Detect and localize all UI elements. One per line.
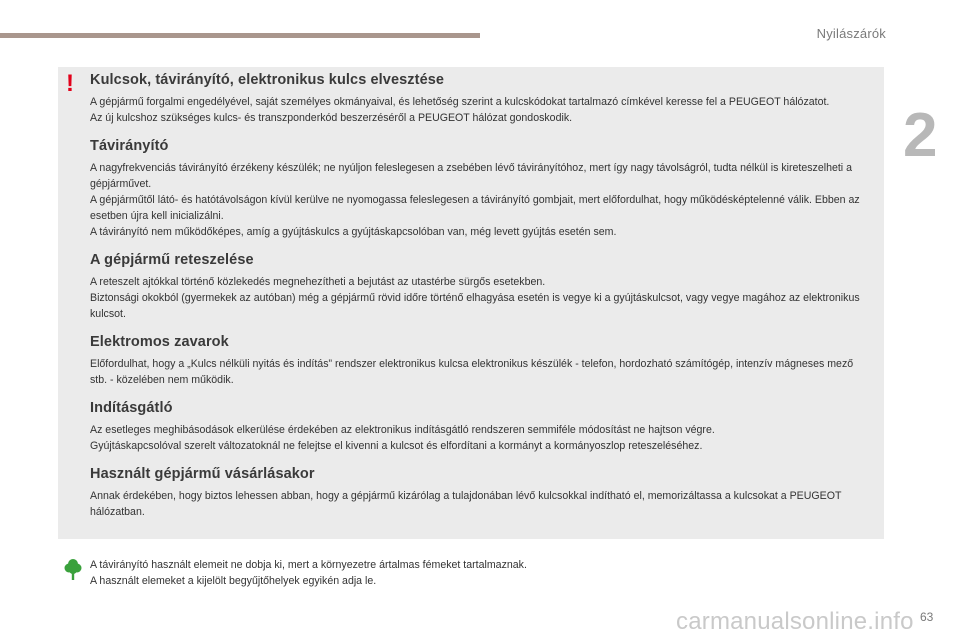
section-title: Távirányító: [90, 138, 169, 154]
chapter-number: 2: [903, 101, 938, 170]
warning-exclamation-icon: !: [66, 70, 74, 97]
section-immobiliser: [90, 400, 860, 454]
eco-note-line: A használt elemeket a kijelölt begyűjtőhelyek egyikén adja le.: [90, 575, 377, 587]
warning-content: [90, 70, 860, 520]
watermark: carmanualsonline.info: [676, 608, 914, 635]
section-paragraph: A reteszelt ajtókkal történő közlekedés megnehezítheti a bejutást az utastérbe sürgős esetekben.: [90, 276, 546, 288]
section-used-vehicle: [90, 466, 860, 520]
section-title: A gépjármű reteszelése: [90, 252, 254, 268]
section-title: Indításgátló: [90, 400, 173, 416]
section-electrical-interference: [90, 334, 860, 388]
section-vehicle-locking: [90, 252, 860, 322]
section-paragraph: A nagyfrekvenciás távirányító érzékeny készülék; ne nyúljon feleslegesen a zsebében lévő távirányítóhoz, mert így nagy távolságról, tudta nélkül is kireteszelheti a gépjárművet.: [90, 162, 852, 190]
section-title: Kulcsok, távirányító, elektronikus kulcs elvesztése: [90, 72, 445, 88]
section-remote-control: [90, 138, 860, 240]
section-paragraph: Az esetleges meghibásodások elkerülése érdekében az elektronikus indításgátló rendszeren semmiféle módosítást ne hajtson végre.: [90, 424, 715, 436]
section-paragraph: Biztonsági okokból (gyermekek az autóban) még a gépjármű rövid időre történő elhagyása esetén is vegye ki a gyújtáskulcsot, vagy vegye magához az elektronikus kulcsot.: [90, 292, 860, 320]
section-lost-keys: [90, 72, 860, 126]
section-paragraph: A gépjárműtől látó- és hatótávolságon kívül kerülve ne nyomogassa feleslegesen a távirányító gombjait, mert előfordulhat, hogy működésképtelenné válik. Ebben az esetben újra kell inicializálni.: [90, 194, 860, 222]
eco-note: [90, 557, 790, 589]
section-paragraph: Előfordulhat, hogy a „Kulcs nélküli nyitás és indítás” rendszer elektronikus kulcsa elektronikus készülék - telefon, hordozható számítógép, intenzív mágneses mező stb. - közelében nem működik.: [90, 358, 854, 386]
section-paragraph: Annak érdekében, hogy biztos lehessen abban, hogy a gépjármű kizárólag a tulajdonában lévő kulcsokkal indítható el, memorizáltassa a kulcsokat a PEUGEOT hálózatban.: [90, 490, 842, 518]
chapter-title: Nyilászárók: [816, 26, 886, 41]
section-title: Elektromos zavarok: [90, 334, 229, 350]
page-number: 63: [920, 610, 934, 624]
section-paragraph: Gyújtáskapcsolóval szerelt változatoknál ne felejtse el kivenni a kulcsot és elfordítani a kormányt a kormányoszlop reteszeléséhez.: [90, 440, 703, 452]
eco-note-line: A távirányító használt elemeit ne dobja ki, mert a környezetre ártalmas fémeket tartalmaznak.: [90, 559, 527, 571]
section-title: Használt gépjármű vásárlásakor: [90, 466, 315, 482]
section-paragraph: A gépjármű forgalmi engedélyével, saját személyes okmányaival, és lehetőség szerint a kulcskódokat tartalmazó címkével keresse fel a PEUGEOT hálózatot.: [90, 96, 830, 108]
tree-icon: [64, 558, 82, 580]
header-rule: [0, 33, 480, 38]
section-paragraph: A távirányító nem működőképes, amíg a gyújtáskulcs a gyújtáskapcsolóban van, még levett gyújtás esetén sem.: [90, 226, 617, 238]
section-paragraph: Az új kulcshoz szükséges kulcs- és transzponderkód beszerzéséről a PEUGEOT hálózat gondoskodik.: [90, 112, 573, 124]
